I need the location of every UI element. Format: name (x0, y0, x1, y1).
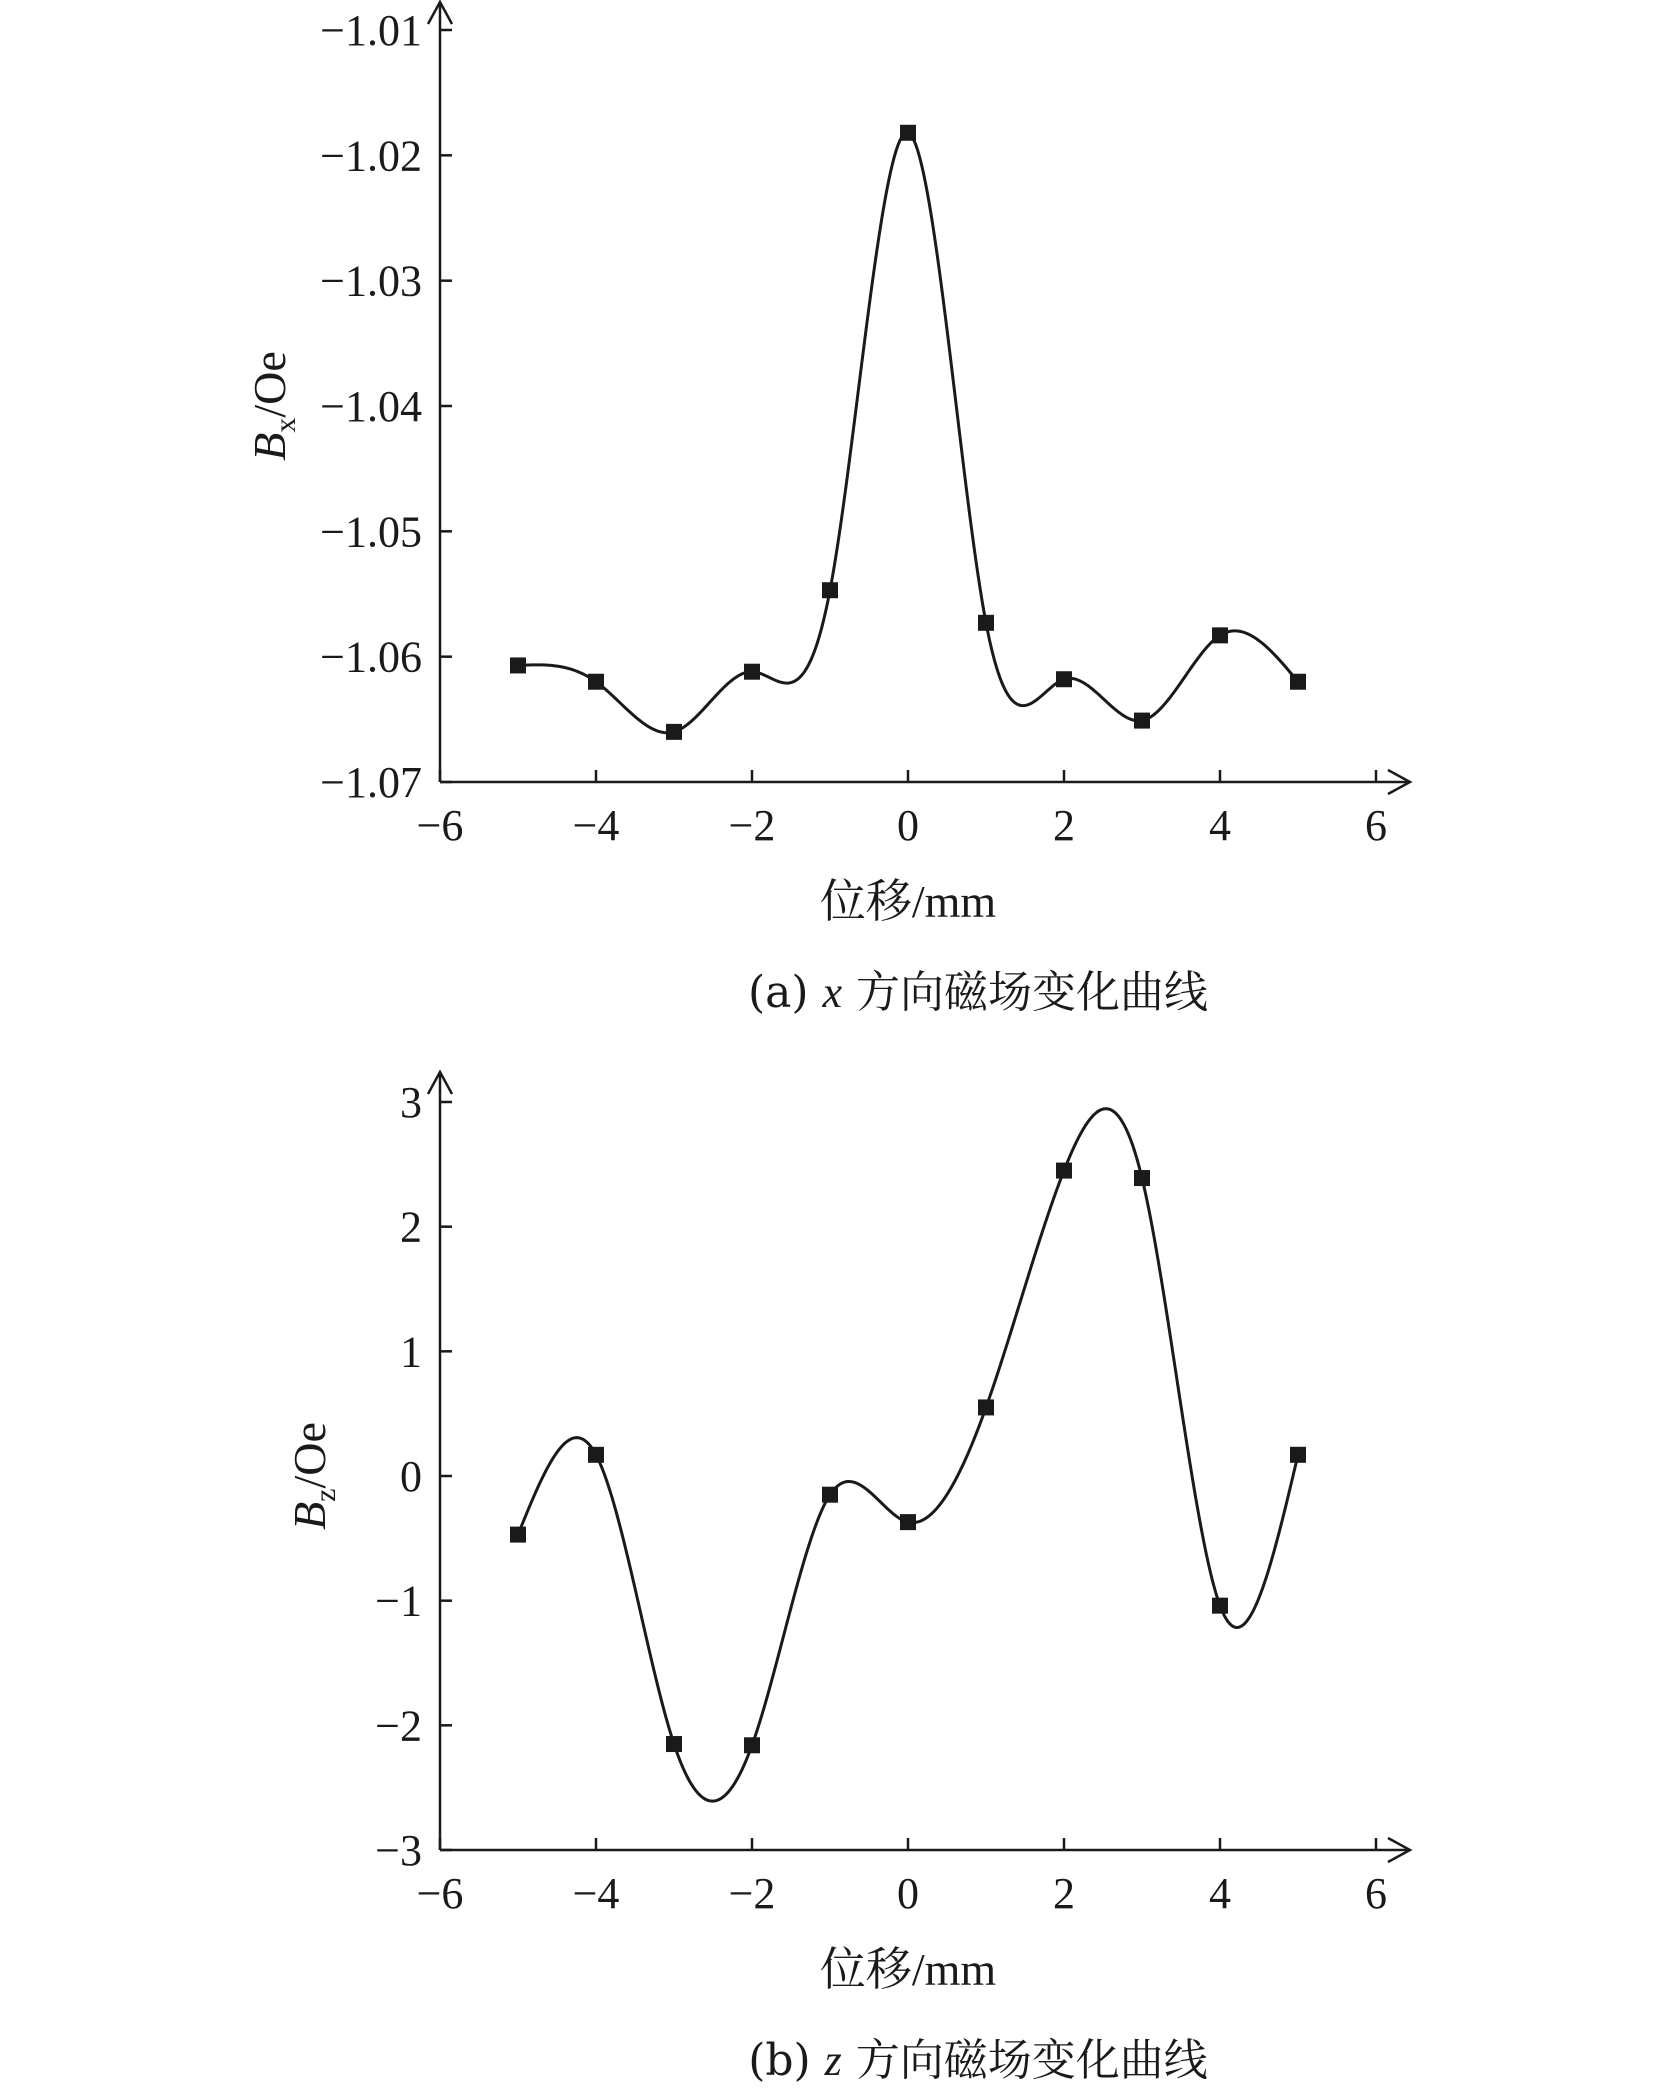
chart-b-data-point (666, 1736, 682, 1752)
chart-a (0, 0, 1654, 1030)
chart-b-data-point (588, 1447, 604, 1463)
chart-b-data-point (1134, 1170, 1150, 1186)
chart-a-series-line (518, 133, 1298, 733)
chart-a-y-tick-label: −1.02 (320, 131, 422, 181)
chart-b-data-point (822, 1487, 838, 1503)
chart-a-y-tick-label: −1.06 (320, 632, 422, 682)
chart-b-x-tick-label: −4 (572, 1869, 620, 1918)
chart-a-data-point (666, 724, 682, 740)
chart-a-x-tick-label: −6 (416, 801, 464, 850)
chart-b-caption: (b) z 方向磁场变化曲线 (748, 2035, 1208, 2086)
chart-b-y-axis-title: $B_z/Oe$ (284, 1422, 342, 1530)
chart-b-y-tick-label: −1 (375, 1576, 422, 1626)
chart-a-caption: (a) x 方向磁场变化曲线 (747, 967, 1209, 1018)
chart-a-x-tick-label: 0 (897, 801, 919, 850)
chart-b (0, 1060, 1654, 2100)
chart-a-x-tick-label: 2 (1053, 801, 1075, 850)
chart-a-data-point (1056, 671, 1072, 687)
chart-b-y-tick-label: 1 (400, 1327, 422, 1377)
chart-b-svg (0, 1060, 1654, 2100)
chart-a-y-tick-label: −1.07 (320, 758, 422, 807)
chart-a-data-point (900, 125, 916, 141)
chart-a-x-tick-label: −2 (728, 801, 776, 850)
chart-b-x-tick-label: 0 (897, 1869, 919, 1918)
chart-a-y-tick-label: −1.04 (320, 382, 422, 431)
chart-b-data-point (1212, 1598, 1228, 1614)
chart-b-y-tick-label: 3 (400, 1078, 422, 1127)
chart-a-data-point (978, 615, 994, 631)
chart-a-y-tick-label: −1.05 (320, 507, 422, 557)
chart-b-data-point (1290, 1447, 1306, 1463)
chart-b-data-point (900, 1514, 916, 1530)
chart-a-data-point (1290, 674, 1306, 690)
chart-a-data-point (1134, 713, 1150, 729)
chart-b-data-point (510, 1527, 526, 1543)
chart-b-x-tick-label: 2 (1053, 1869, 1075, 1918)
chart-a-data-point (822, 582, 838, 598)
chart-b-x-tick-label: 4 (1209, 1869, 1231, 1918)
chart-a-data-point (1212, 627, 1228, 643)
chart-b-x-axis-title: 位移/mm (819, 1944, 997, 1995)
chart-b-data-point (978, 1399, 994, 1415)
chart-b-x-tick-label: −6 (416, 1869, 464, 1918)
chart-b-x-tick-label: 6 (1365, 1869, 1387, 1918)
chart-a-y-axis-title: $B_x/Oe$ (244, 351, 302, 461)
chart-a-y-tick-label: −1.03 (320, 256, 422, 306)
chart-b-y-tick-label: −2 (375, 1701, 422, 1751)
chart-b-y-tick-label: 2 (400, 1202, 422, 1252)
chart-b-series-line (518, 1109, 1298, 1801)
chart-b-data-point (744, 1737, 760, 1753)
chart-b-y-tick-label: −3 (375, 1826, 422, 1875)
chart-a-y-tick-label: −1.01 (320, 6, 422, 55)
chart-a-x-axis-title: 位移/mm (819, 876, 997, 927)
chart-a-svg (0, 0, 1654, 1030)
chart-a-data-point (588, 674, 604, 690)
chart-a-data-point (510, 657, 526, 673)
chart-b-data-point (1056, 1163, 1072, 1179)
chart-a-x-tick-label: −4 (572, 801, 620, 850)
chart-a-x-tick-label: 4 (1209, 801, 1231, 850)
chart-a-data-point (744, 664, 760, 680)
chart-b-y-tick-label: 0 (400, 1452, 422, 1501)
chart-b-x-tick-label: −2 (728, 1869, 776, 1918)
chart-a-x-tick-label: 6 (1365, 801, 1387, 850)
